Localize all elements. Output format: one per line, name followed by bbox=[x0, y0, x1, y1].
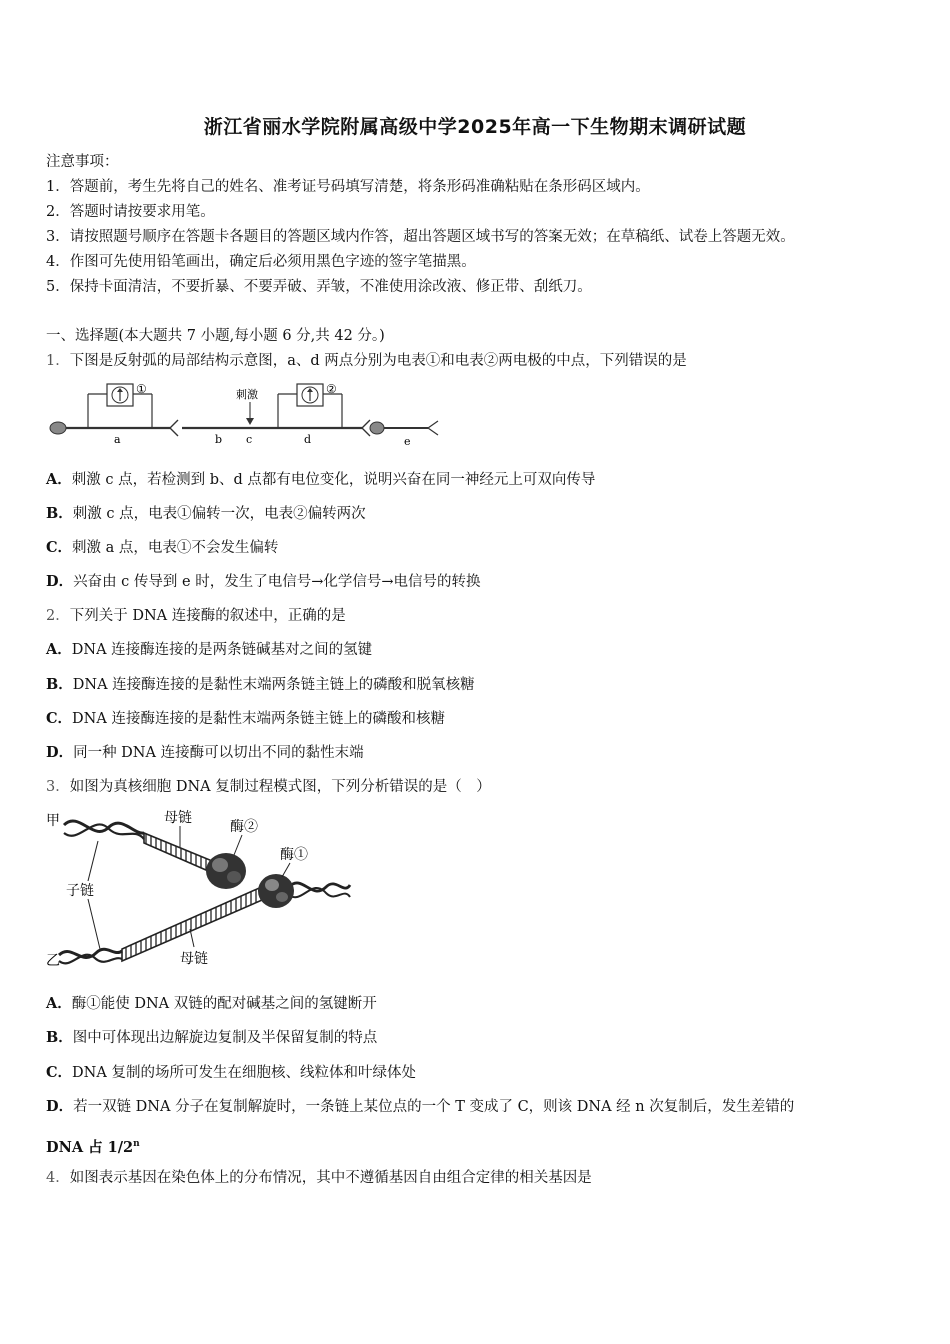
point-label-d: d bbox=[304, 433, 312, 446]
label-yi: 乙 bbox=[46, 953, 60, 969]
point-label-c: c bbox=[246, 433, 253, 446]
upper-strand bbox=[64, 821, 222, 877]
enzyme-1-shape bbox=[258, 874, 294, 908]
question-3-stem bbox=[46, 777, 491, 797]
nerve-ending bbox=[428, 421, 438, 435]
enzyme-2-shape bbox=[206, 853, 246, 889]
option-d[interactable]: D．同一种 DNA 连接酶可以切出不同的黏性末端 bbox=[46, 744, 364, 761]
stimulus-label: 刺激 bbox=[236, 388, 258, 401]
meter-2-label: ② bbox=[326, 382, 337, 396]
option-c[interactable]: C．刺激 a 点，电表①不会发生偏转 bbox=[46, 539, 279, 556]
label-enzyme-1: 酶① bbox=[280, 847, 308, 863]
question-2-stem bbox=[46, 606, 346, 626]
question-number: 4． bbox=[46, 1170, 70, 1186]
notice-item: 4．作图可先使用铅笔画出，确定后必须用黑色字迹的签字笔描黑。 bbox=[46, 254, 476, 270]
question-text: 如图表示基因在染色体上的分布情况，其中不遵循基因自由组合定律的相关基因是 bbox=[69, 1170, 592, 1186]
option-b[interactable]: B．图中可体现出边解旋边复制及半保留复制的特点 bbox=[46, 1029, 378, 1046]
notice-item: 2．答题时请按要求用笔。 bbox=[46, 204, 215, 220]
question-number: 1． bbox=[46, 353, 70, 369]
cell-body bbox=[370, 422, 384, 434]
meter-1-label: ① bbox=[136, 382, 147, 396]
option-a[interactable]: A．DNA 连接酶连接的是两条链碱基对之间的氢键 bbox=[46, 641, 373, 658]
question-text: 下列关于 DNA 连接酶的叙述中，正确的是 bbox=[69, 608, 346, 624]
question-1-stem bbox=[46, 351, 687, 371]
question-4-stem bbox=[46, 1168, 592, 1188]
parent-helix bbox=[289, 883, 350, 897]
notice-item: 3．请按照题号顺序在答题卡各题目的答题区域内作答，超出答题区域书写的答案无效；在草稿纸、试卷上答题无效。 bbox=[46, 229, 795, 245]
synapse-ending bbox=[362, 420, 370, 436]
option-d-continued: DNA 占 1/2$^n$ bbox=[46, 1138, 140, 1156]
question-number: 3． bbox=[46, 779, 70, 795]
label-enzyme-2: 酶② bbox=[230, 819, 258, 835]
page-title: 浙江省丽水学院附属高级中学2025年高一下生物期末调研试题 bbox=[203, 116, 747, 138]
cell-body bbox=[50, 422, 66, 434]
question-number: 2． bbox=[46, 608, 70, 624]
notice-heading: 注意事项： bbox=[46, 154, 119, 170]
option-d[interactable]: D．若一双链 DNA 分子在复制解旋时，一条链上某位点的一个 T 变成了 C，则该 DNA 经 n 次复制后，发生差错的 bbox=[46, 1098, 795, 1115]
question-text: 如图为真核细胞 DNA 复制过程模式图，下列分析错误的是（ ） bbox=[69, 779, 491, 795]
notice-item: 1．答题前，考生先将自己的姓名、准考证号码填写清楚，将条形码准确粘贴在条形码区域内。 bbox=[46, 179, 650, 195]
label-jia: 甲 bbox=[46, 813, 60, 829]
stimulus-arrow-icon bbox=[246, 418, 254, 425]
section-heading: 一、选择题(本大题共 7 小题,每小题 6 分,共 42 分。) bbox=[46, 328, 385, 344]
reflex-arc-figure bbox=[44, 380, 444, 452]
option-a[interactable]: A．刺激 c 点，若检测到 b、d 点都有电位变化，说明兴奋在同一神经元上可双向传导 bbox=[46, 471, 596, 488]
option-c[interactable]: C．DNA 连接酶连接的是黏性末端两条链主链上的磷酸和核糖 bbox=[46, 710, 445, 727]
point-label-b: b bbox=[215, 433, 223, 446]
dna-replication-figure bbox=[44, 805, 354, 973]
point-label-e: e bbox=[404, 435, 411, 448]
label-mother-bottom: 母链 bbox=[180, 951, 208, 967]
question-text: 下图是反射弧的局部结构示意图，a、d 两点分别为电表①和电表②两电极的中点，下列错误的是 bbox=[69, 353, 687, 369]
notice-item: 5．保持卡面清洁，不要折暴、不要弄破、弄皱，不准使用涂改液、修正带、刮纸刀。 bbox=[46, 279, 592, 295]
option-d[interactable]: D．兴奋由 c 传导到 e 时，发生了电信号→化学信号→电信号的转换 bbox=[46, 573, 481, 590]
synapse-ending bbox=[170, 420, 178, 436]
option-b[interactable]: B．DNA 连接酶连接的是黏性末端两条链主链上的磷酸和脱氧核糖 bbox=[46, 676, 475, 693]
option-b[interactable]: B．刺激 c 点，电表①偏转一次，电表②偏转两次 bbox=[46, 505, 366, 522]
label-daughter: 子链 bbox=[66, 883, 94, 899]
option-a[interactable]: A．酶①能使 DNA 双链的配对碱基之间的氢键断开 bbox=[46, 995, 377, 1012]
label-mother-top: 母链 bbox=[164, 810, 192, 826]
point-label-a: a bbox=[114, 433, 121, 446]
option-c[interactable]: C．DNA 复制的场所可发生在细胞核、线粒体和叶绿体处 bbox=[46, 1064, 416, 1081]
